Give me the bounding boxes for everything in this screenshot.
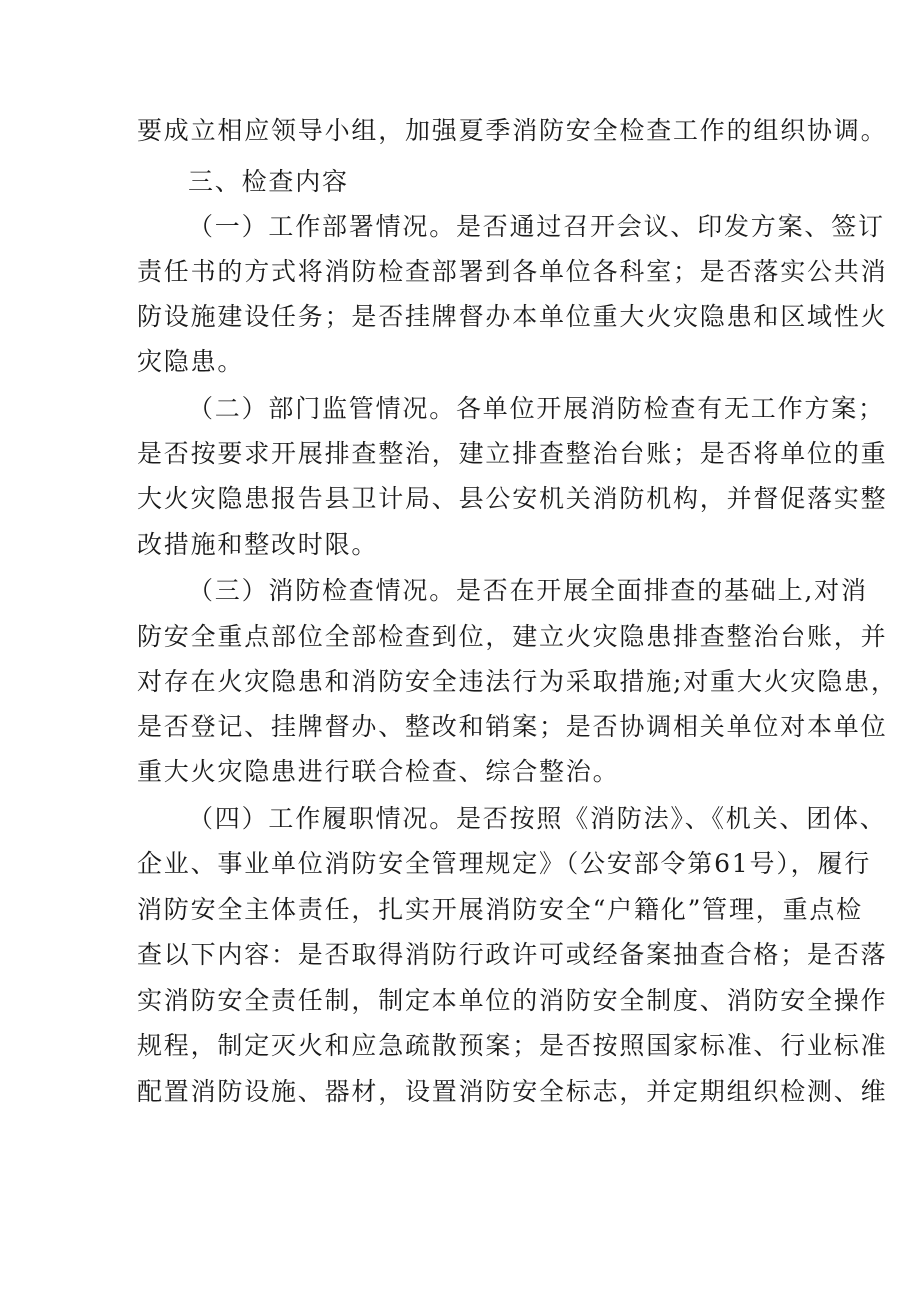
body-text-line: 要成立相应领导小组，加强夏季消防安全检查工作的组织协调。	[137, 116, 888, 145]
body-text-line: 改措施和整改时限。	[137, 530, 379, 559]
paragraph-first-line: （四）工作履职情况。是否按照《消防法》、《机关、团体、	[188, 804, 887, 833]
body-text-line: 防安全重点部位全部检查到位，建立火灾隐患排查整治台账，并	[137, 622, 888, 651]
body-text-line: 配置消防设施、器材，设置消防安全标志，并定期组织检测、维	[137, 1077, 888, 1106]
body-text-line: 消防安全主体责任，扎实开展消防安全“户籍化”管理，重点检	[137, 895, 863, 924]
paragraph-first-line: （二）部门监管情况。各单位开展消防检查有无工作方案；	[188, 394, 885, 423]
body-text-line: 对存在火灾隐患和消防安全违法行为采取措施;对重大火灾隐患，	[137, 667, 898, 696]
body-text-line: 是否按要求开展排查整治，建立排查整治台账；是否将单位的重	[137, 439, 888, 468]
body-text-line: 是否登记、挂牌督办、整改和销案；是否协调相关单位对本单位	[137, 712, 888, 741]
body-text-line: 防设施建设任务；是否挂牌督办本单位重大火灾隐患和区域性火	[137, 302, 888, 331]
body-text-line: 重大火灾隐患进行联合检查、综合整治。	[137, 757, 620, 786]
body-text-line: 规程，制定灭火和应急疏散预案；是否按照国家标准、行业标准	[137, 1031, 888, 1060]
paragraph-first-line: （一）工作部署情况。是否通过召开会议、印发方案、签订	[188, 212, 885, 241]
body-text-line: 实消防安全责任制，制定本单位的消防安全制度、消防安全操作	[137, 986, 888, 1015]
body-text-line: 大火灾隐患报告县卫计局、县公安机关消防机构，并督促落实整	[137, 484, 888, 513]
section-heading: 三、检查内容	[188, 167, 349, 196]
body-text-line: 企业、事业单位消防安全管理规定》（公安部令第61号），履行	[137, 849, 872, 878]
body-text-line: 灾隐患。	[137, 347, 245, 376]
body-text-line: 查以下内容：是否取得消防行政许可或经备案抽查合格；是否落	[137, 940, 888, 969]
paragraph-first-line: （三）消防检查情况。是否在开展全面排查的基础上,对消	[188, 576, 868, 605]
body-text-line: 责任书的方式将消防检查部署到各单位各科室；是否落实公共消	[137, 257, 888, 286]
